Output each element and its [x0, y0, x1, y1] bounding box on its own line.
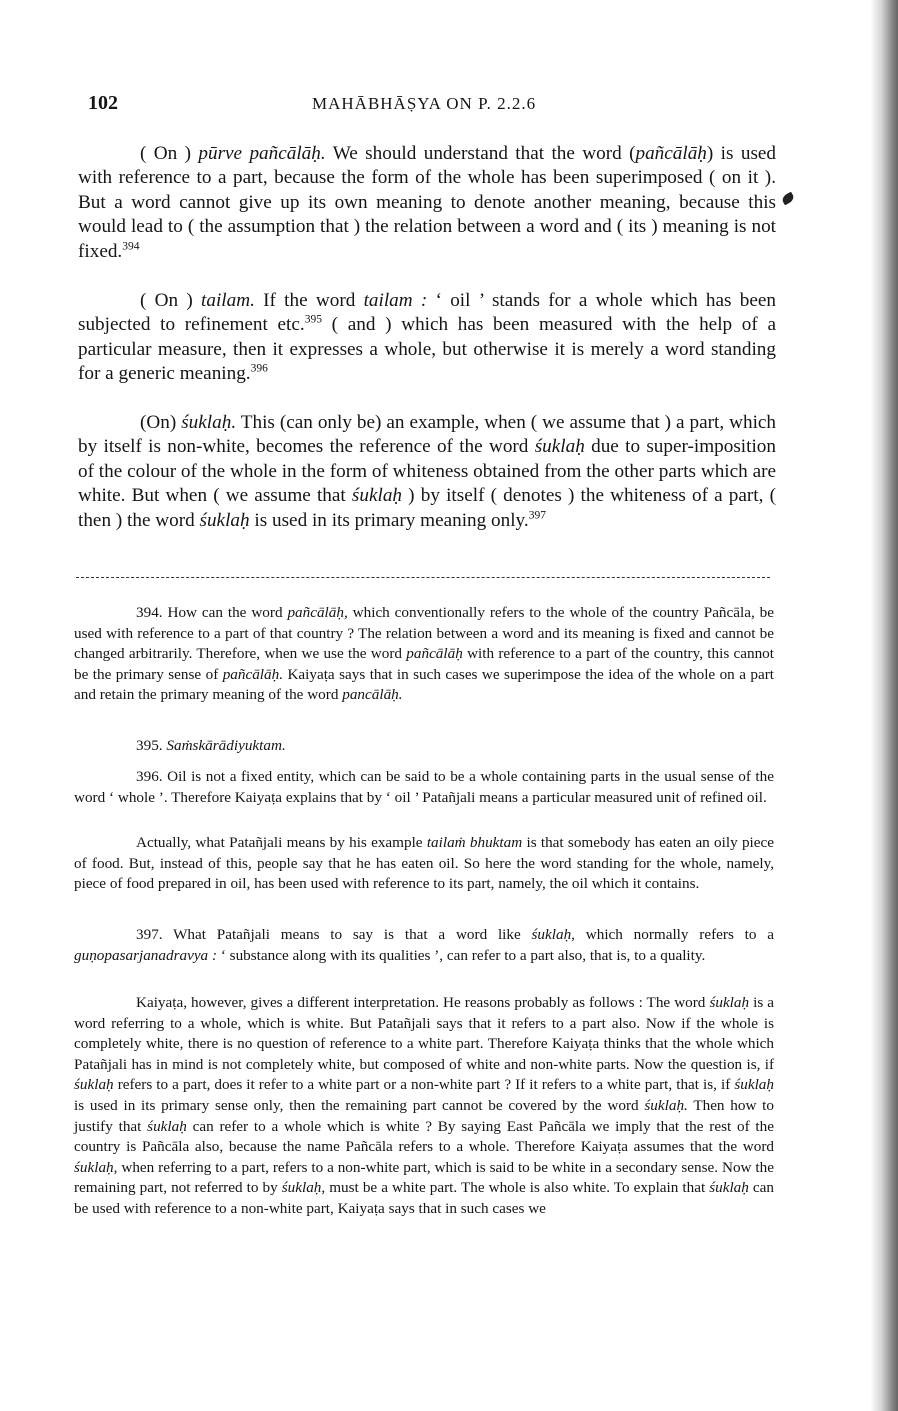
term: śuklaḥ,	[531, 926, 575, 943]
term: pañcālāḥ	[635, 143, 707, 164]
text: ) is used with reference to a part, because the form of the whole has been superimposed ( on it ). But a word cannot give up its own meaning to denote another meaning, because this would lead to ( the assumption that ) the relation between a word and ( its ) meaning is not fixed.	[78, 143, 777, 262]
text: due to super-imposition of the colour of the whole in the form of whiteness obtained from the other parts which are white. But when ( we assume that	[78, 436, 776, 507]
note-ref-397: 397	[528, 509, 546, 522]
text: is a word referring to a whole, which is white. But Patañjali says that it refers to a part also. Now if the whole is completely white, there is no question of reference to a white part. Therefore Kaiyaṭa thinks that the whole which Patañjali has in mind is not completely white, but composed of white and non-white parts. Now the question is, if	[74, 994, 775, 1073]
on-marker: ( On )	[140, 143, 191, 164]
text: Kaiyaṭa, however, gives a different interpretation. He reasons probably as follows : The word	[136, 994, 710, 1011]
term: śuklaḥ,	[281, 1179, 326, 1197]
text: can refer to a whole which is white ? By saying East Pañcāla we imply that the rest of the country is Pañcāla also, because the name Pañcāla refers to a whole. Therefore Kaiyaṭa assumes that the word	[74, 1117, 774, 1156]
text: is used in its primary meaning only.	[249, 509, 529, 531]
text: ‘ substance along with its qualities ’, can refer to a part also, that is, to a quality.	[217, 946, 706, 964]
term: pūrve pañcālāḥ.	[198, 143, 326, 164]
text: Actually, what Patañjali means by his example	[136, 834, 427, 851]
footnote-394	[74, 603, 774, 706]
term: śuklaḥ,	[74, 1158, 118, 1176]
term: Saṁskārādiyuktam.	[166, 737, 286, 754]
text: refers to a part, does it refer to a white part or a non-white part ? If it refers to a white part, that is, if	[113, 1076, 735, 1094]
footnote-397-continued	[74, 993, 774, 1220]
term: tailam.	[201, 290, 255, 311]
footnote-number: 397.	[136, 926, 163, 943]
on-marker: ( On )	[140, 290, 193, 311]
text: How can the word	[162, 604, 288, 621]
text: ) by itself ( denotes ) the whiteness of a part, ( then ) the word	[78, 485, 776, 531]
paragraph-tailam	[78, 289, 776, 387]
term: pancālāḥ.	[342, 686, 403, 704]
paragraph-purve-pancalah	[78, 142, 776, 264]
running-head: MAHĀBHĀṢYA ON P. 2.2.6	[312, 94, 537, 113]
scan-shadow-edge	[870, 0, 898, 1411]
term: śuklaḥ	[734, 1076, 774, 1094]
term: śuklaḥ	[709, 994, 750, 1011]
term: pañcālāḥ	[406, 645, 463, 663]
text: is that somebody has eaten an oily piece of food. But, instead of this, people say that he has eaten oil. So here the word standing for the whole, namely, piece of food prepared in oil, has been used with reference to its part, namely, the oil which it contains.	[74, 834, 774, 893]
term: pañcālāḥ,	[287, 604, 348, 621]
footnote-number: 396.	[136, 768, 163, 785]
footnote-396	[74, 767, 774, 808]
text: ( and ) which has been measured with the help of a particular measure, then it expresses a whole, but otherwise it is merely a word standing for a generic meaning.	[78, 314, 776, 385]
term: guṇopasarjanadravya :	[74, 946, 218, 964]
note-ref-394: 394	[122, 240, 140, 253]
text: which conventionally refers to the whole of the country Pañcāla, be used with reference to a part of that country ? The relation between a word and its meaning is fixed and cannot be changed arbitrarily. Therefore, when we use the word	[74, 604, 774, 663]
paragraph-suklah	[78, 411, 776, 533]
term: pañcālāḥ.	[222, 665, 284, 683]
text: is used in its primary sense only, then the remaining part cannot be covered by the word	[74, 1096, 645, 1114]
pen-mark	[781, 192, 796, 206]
term: tailam :	[363, 290, 428, 311]
term: śuklaḥ.	[644, 1096, 688, 1114]
footnote-number: 394.	[136, 604, 163, 621]
text: which normally refers to a	[574, 926, 774, 943]
text: Oil is not a fixed entity, which can be said to be a whole containing parts in the usual sense of the word ‘ whole ’. Therefore Kaiyaṭa explains that by ‘ oil ’ Patañjali means a particular measured unit of refined oil.	[74, 768, 774, 806]
footnote-separator	[76, 577, 770, 578]
text: with reference to a part of the country, this cannot be the primary sense of	[74, 645, 774, 683]
term: śuklaḥ	[147, 1117, 187, 1135]
text: If the word	[254, 290, 364, 311]
footnote-397	[74, 925, 774, 966]
footnote-395	[74, 736, 774, 757]
text: can be used with reference to a non-white part, Kaiyaṭa says that in such cases we	[74, 1179, 774, 1217]
term: śuklaḥ	[534, 436, 585, 458]
footnote-396-continued	[74, 833, 774, 895]
note-ref-396: 396	[250, 362, 268, 375]
page-number: 102	[88, 92, 118, 114]
term: tailaṁ bhuktam	[426, 834, 523, 851]
term: śuklaḥ	[199, 509, 250, 531]
text: What Patañjali means to say is that a word like	[162, 926, 532, 943]
text: Kaiyaṭa says that in such cases we superimpose the idea of the whole on a part and retain the primary meaning of the word	[74, 665, 774, 704]
term: śuklaḥ.	[181, 412, 237, 433]
text: This (can only be) an example, when ( we assume that ) a part, which by itself is non-white, becomes the reference of the word	[78, 412, 777, 458]
term: śuklaḥ	[351, 485, 403, 507]
footnote-number: 395.	[136, 737, 163, 754]
on-marker: (On)	[140, 412, 177, 433]
text: when referring to a part, refers to a non-white part, which is said to be white in a secondary sense. Now the remaining part, not referred to by	[74, 1158, 774, 1197]
term: śuklaḥ	[74, 1076, 114, 1094]
text: We should understand that the word (	[325, 143, 636, 164]
text: Then how to justify that	[74, 1096, 774, 1135]
text: ‘ oil ’ stands for a whole which has been subjected to refinement etc.	[78, 290, 776, 336]
note-ref-395: 395	[304, 314, 322, 327]
text: must be a white part. The whole is also white. To explain that	[325, 1179, 710, 1197]
term: śuklaḥ	[709, 1179, 749, 1197]
